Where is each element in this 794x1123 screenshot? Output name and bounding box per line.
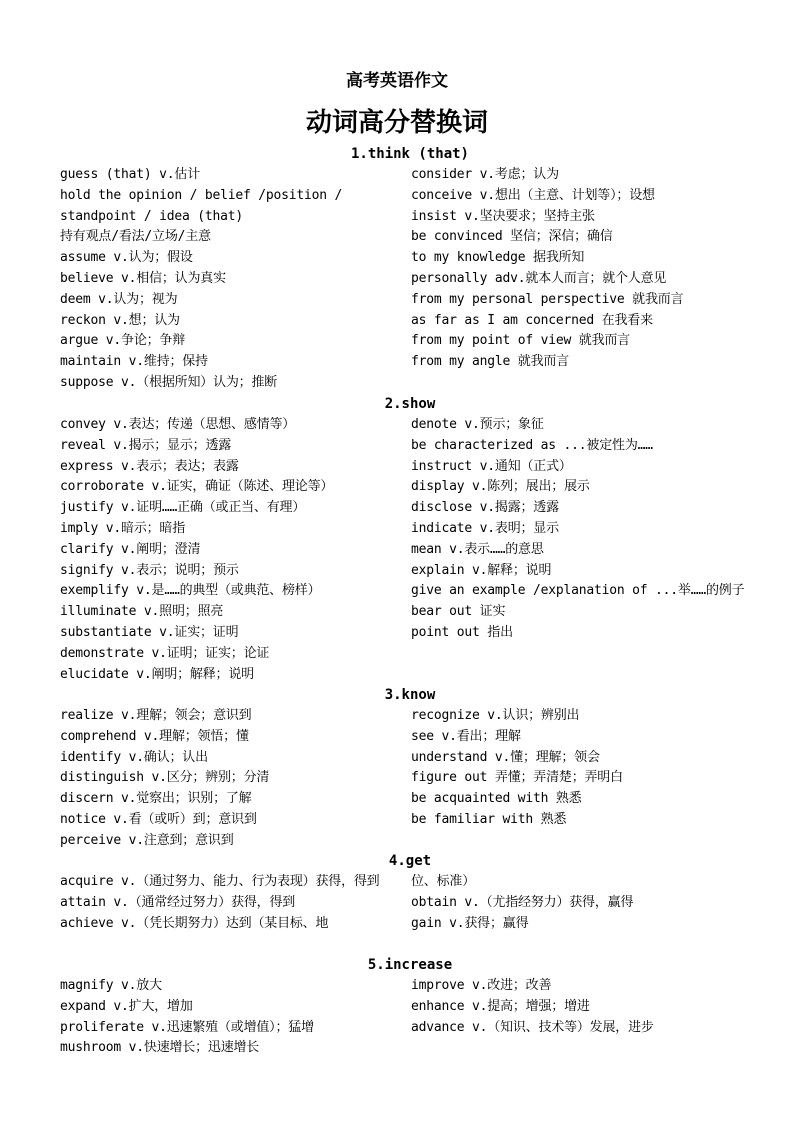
vocab-entry: hold the opinion / belief /position / standpoint / idea (that) (60, 187, 343, 224)
vocab-entry: instruct v.通知（正式） (411, 458, 572, 474)
section-increase (60, 955, 760, 1059)
vocab-entry: explain v.解释；说明 (411, 562, 552, 578)
section-get (60, 851, 760, 934)
vocab-entry: corroborate v.证实，确证（陈述、理论等） (60, 479, 334, 495)
vocab-entry: deem v.认为；视为 (60, 291, 178, 307)
vocab-entry: guess (that) v.估计 (60, 167, 200, 182)
right-column (411, 706, 760, 852)
vocab-entry: achieve v.（凭长期努力）达到（某目标、地 (60, 915, 329, 931)
vocab-entry: maintain v.维持；保持 (60, 354, 208, 370)
vocab-entry: suppose v.（根据所知）认为；推断 (60, 374, 278, 390)
vocab-entry: justify v.证明……正确（或正当、有理） (60, 500, 306, 516)
right-column (411, 415, 760, 685)
vocab-entry: from my angle 就我而言 (411, 354, 569, 370)
vocab-entry: recognize v.认识；辨别出 (411, 708, 580, 723)
vocab-entry: enhance v.提高；增强；增进 (411, 998, 590, 1014)
vocab-entry: improve v.改进；改善 (411, 978, 552, 993)
left-column (60, 706, 411, 852)
right-column (411, 976, 760, 1059)
vocab-entry: perceive v.注意到；意识到 (60, 832, 234, 848)
vocab-entry: identify v.确认；认出 (60, 749, 208, 765)
vocab-entry: advance v.（知识、技术等）发展，进步 (411, 1019, 654, 1035)
vocab-entry: substantiate v.证实；证明 (60, 624, 239, 640)
vocab-entry: distinguish v.区分；辨别；分清 (60, 770, 270, 786)
right-column (411, 872, 760, 934)
vocab-entry: obtain v.（尤指经努力）获得，赢得 (411, 894, 634, 910)
vocab-entry: comprehend v.理解；领悟；懂 (60, 728, 249, 744)
section-heading: 1.think (that) (350, 146, 469, 162)
left-column (60, 872, 411, 934)
vocab-entry: reveal v.揭示；显示；透露 (60, 437, 232, 453)
vocab-entry: gain v.获得；赢得 (411, 915, 529, 931)
vocab-entry: as far as I am concerned 在我看来 (411, 312, 653, 328)
section-think (60, 144, 760, 394)
page-title: 高考英语作文 (346, 71, 448, 91)
vocab-entry: expand v.扩大，增加 (60, 998, 193, 1014)
vocab-entry: acquire v.（通过努力、能力、行为表现）获得，得到 (60, 874, 380, 889)
vocab-entry: magnify v.放大 (60, 978, 162, 993)
left-column (60, 415, 411, 685)
vocab-entry: 位、标准） (411, 874, 476, 889)
left-column (60, 165, 411, 394)
vocab-entry: insist v.坚决要求；坚持主张 (411, 208, 595, 224)
vocab-entry: argue v.争论；争辩 (60, 333, 186, 349)
vocab-entry: give an example /explanation of ...举……的例子 (411, 583, 745, 599)
vocab-entry: indicate v.表明；显示 (411, 520, 559, 536)
vocab-entry: imply v.暗示；暗指 (60, 520, 186, 536)
vocab-entry: attain v.（通常经过努力）获得，得到 (60, 894, 296, 910)
vocab-entry: illuminate v.照明；照亮 (60, 604, 224, 620)
vocab-entry: bear out 证实 (411, 604, 506, 620)
vocab-entry: understand v.懂；理解；领会 (411, 749, 600, 765)
vocab-entry: denote v.预示；象征 (411, 417, 544, 432)
vocab-entry: notice v.看（或听）到；意识到 (60, 811, 257, 827)
vocab-entry: mushroom v.快速增长；迅速增长 (60, 1040, 260, 1056)
vocab-entry: exemplify v.是……的典型（或典范、榜样） (60, 583, 321, 599)
vocab-entry: figure out 弄懂；弄清楚；弄明白 (411, 770, 623, 786)
vocab-entry: clarify v.阐明；澄清 (60, 541, 201, 557)
section-heading: 2.show (384, 396, 436, 412)
section-heading: 3.know (384, 687, 436, 703)
section-know (60, 685, 760, 852)
vocab-entry: reckon v.想；认为 (60, 312, 180, 328)
vocab-entry: personally adv.就本人而言；就个人意见 (411, 270, 667, 286)
vocab-entry: be acquainted with 熟悉 (411, 791, 582, 807)
vocab-entry: be convinced 坚信；深信；确信 (411, 229, 613, 245)
left-column (60, 976, 411, 1059)
vocab-entry: proliferate v.迅速繁殖（或增值）；猛增 (60, 1019, 314, 1035)
vocab-entry: display v.陈列；展出；展示 (411, 479, 590, 495)
vocab-entry: express v.表示；表达；表露 (60, 458, 239, 474)
vocab-entry: from my personal perspective 就我而言 (411, 291, 684, 307)
vocab-entry: believe v.相信；认为真实 (60, 270, 226, 286)
vocab-entry: realize v.理解；领会；意识到 (60, 708, 252, 723)
vocab-entry: disclose v.揭露；透露 (411, 500, 559, 516)
vocab-entry: mean v.表示……的意思 (411, 541, 544, 557)
vocab-entry: 持有观点/看法/立场/主意 (60, 229, 211, 245)
vocab-entry: assume v.认为；假设 (60, 250, 193, 266)
vocab-entry: elucidate v.阐明；解释；说明 (60, 666, 254, 682)
vocab-entry: be characterized as ...被定性为…… (411, 437, 653, 453)
section-heading: 5.increase (367, 957, 453, 973)
vocab-entry: point out 指出 (411, 624, 513, 640)
section-show (60, 394, 760, 685)
section-heading: 4.get (388, 853, 432, 869)
vocab-entry: signify v.表示；说明；预示 (60, 562, 239, 578)
vocab-entry: from my point of view 就我而言 (411, 333, 630, 349)
vocab-entry: demonstrate v.证明；证实；论证 (60, 645, 270, 661)
vocab-entry: discern v.觉察出；识别；了解 (60, 791, 252, 807)
vocab-entry: conceive v.想出（主意、计划等）；设想 (411, 187, 655, 203)
vocab-entry: to my knowledge 据我所知 (411, 250, 585, 266)
right-column (411, 165, 760, 394)
vocab-entry: consider v.考虑；认为 (411, 167, 559, 182)
vocab-entry: see v.看出；理解 (411, 728, 521, 744)
vocab-entry: convey v.表达；传递（思想、感情等） (60, 417, 296, 432)
vocab-entry: be familiar with 熟悉 (411, 811, 567, 827)
page-subtitle: 动词高分替换词 (305, 108, 488, 138)
